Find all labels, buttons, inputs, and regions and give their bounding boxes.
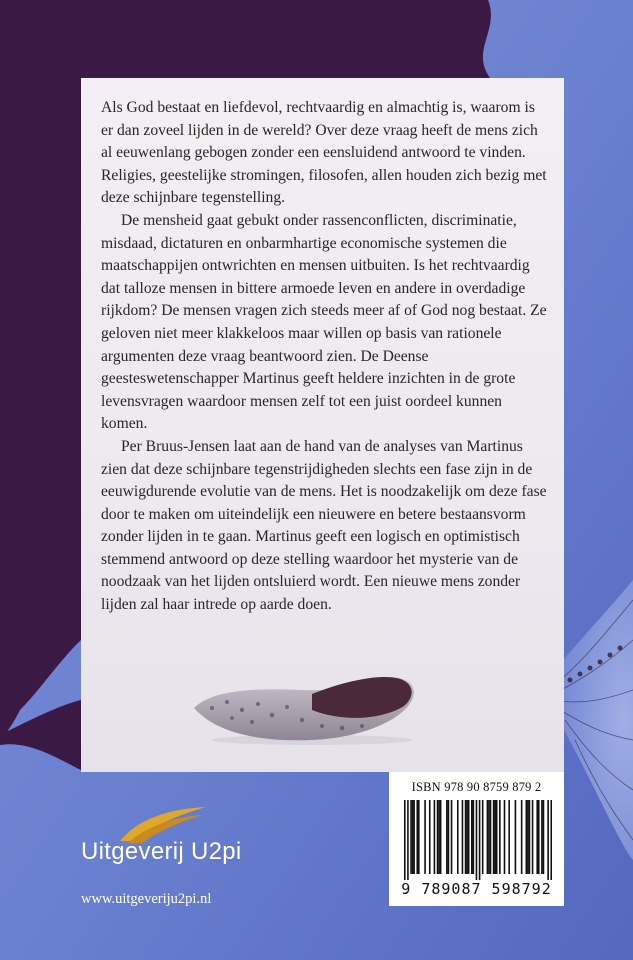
barcode-bar: [547, 800, 549, 880]
isbn-label: ISBN 978 90 8759 879 2: [411, 780, 542, 794]
barcode-bar: [541, 800, 543, 874]
barcode-bar: [410, 800, 412, 874]
barcode-bar: [416, 800, 418, 874]
barcode-bar: [446, 800, 448, 874]
barcode-bar: [504, 800, 506, 874]
barcode-bar: [508, 800, 510, 874]
blurb-paragraph: Als God bestaat en liefdevol, rechtvaardig en almachtig is, waarom is er dan zoveel lijden in de wereld? Over deze vraag heeft de mens zich al eeuwenlang gebogen zonder een eensluidend antwoord te vinden. Religies, geestelijke stromingen, filosofen, allen houden zich bezig met deze schijnbare tegenstelling.: [101, 99, 547, 207]
barcode-bar: [448, 800, 450, 874]
barcode-bar: [527, 800, 529, 874]
barcode-bar: [404, 800, 406, 880]
barcode-bar: [487, 800, 489, 874]
back-cover-blurb: [101, 97, 547, 617]
barcode-bar: [413, 800, 415, 874]
barcode-bar: [479, 800, 481, 880]
barcode-bar: [536, 800, 538, 874]
barcode-bar: [407, 800, 409, 880]
barcode-bar: [434, 800, 436, 874]
barcode-bar: [468, 800, 470, 874]
barcode-bar: [451, 800, 453, 874]
barcode-bar: [476, 800, 478, 880]
blurb-paragraph: De mensheid gaat gebukt onder rassenconflicten, discriminatie, misdaad, dictaturen en onbarmhartige economische systemen die maatschappijen ontwrichten en mensen uitbuiten. Is het rechtvaardig dat talloze mensen in bittere armoede leven en andere in overdadige rijkdom? De mensen vragen zich steeds meer af of God nog bestaat. Ze geloven niet meer klakkeloos maar willen op basis van rationele argumenten deze vraag beantwoord zien. De Deense geesteswetenschapper Martinus geeft heldere inzichten in de grote levensvragen waardoor mensen zelf tot een juist oordeel kunnen komen.: [101, 211, 547, 433]
barcode-bar: [538, 800, 540, 874]
barcode-bar: [418, 800, 420, 874]
barcode-bar: [529, 800, 531, 874]
barcode-bar: [499, 800, 501, 874]
barcode-bar: [412, 800, 414, 874]
barcode-bar: [493, 800, 495, 874]
barcode-digits: 9 789087 598792: [401, 880, 552, 898]
barcode-bar: [429, 800, 431, 874]
barcode-bars: [404, 800, 552, 880]
barcode-bar: [521, 800, 523, 874]
publisher-name: Uitgeverij U2pi: [81, 838, 242, 865]
barcode-bar: [482, 800, 484, 874]
barcode-bar: [465, 800, 467, 874]
publisher-website[interactable]: www.uitgeveriju2pi.nl: [81, 891, 212, 907]
barcode-bar: [526, 800, 528, 874]
barcode-bar: [457, 800, 459, 874]
blurb-paragraph: Per Bruus-Jensen laat aan de hand van de analyses van Martinus zien dat deze schijnbare tegenstrijdigheden slechts een fase zijn in de eeuwigdurende evolutie van de mens. Het is noodzakelijk om deze fase door te maken om uiteindelijk een nieuwere en betere bestaansvorm zonder lijden in te gaan. Martinus geeft een logisch en optimistisch stemmend antwoord op deze stelling waardoor het mysterie van de noodzaak van het lijden ontsluierd wordt. Een nieuwe mens zonder lijden zal haar intrede op aarde doen.: [101, 437, 547, 614]
barcode-bar: [440, 800, 442, 874]
barcode-bar: [496, 800, 498, 874]
barcode-bar: [462, 800, 464, 874]
barcode-bar: [543, 800, 545, 874]
barcode-bar: [490, 800, 492, 874]
barcode-bar: [437, 800, 439, 874]
barcode-bar: [438, 800, 440, 874]
barcode-bar: [550, 800, 552, 880]
barcode-bar: [488, 800, 490, 874]
shell-illustration: [192, 660, 422, 746]
barcode-bar: [471, 800, 473, 874]
barcode-bar: [466, 800, 468, 874]
barcode-bar: [473, 800, 475, 874]
barcode-bar: [515, 800, 517, 874]
barcode-bar: [532, 800, 534, 874]
barcode-bar: [494, 800, 496, 874]
barcode-bar: [424, 800, 426, 874]
isbn-barcode: [389, 772, 564, 906]
